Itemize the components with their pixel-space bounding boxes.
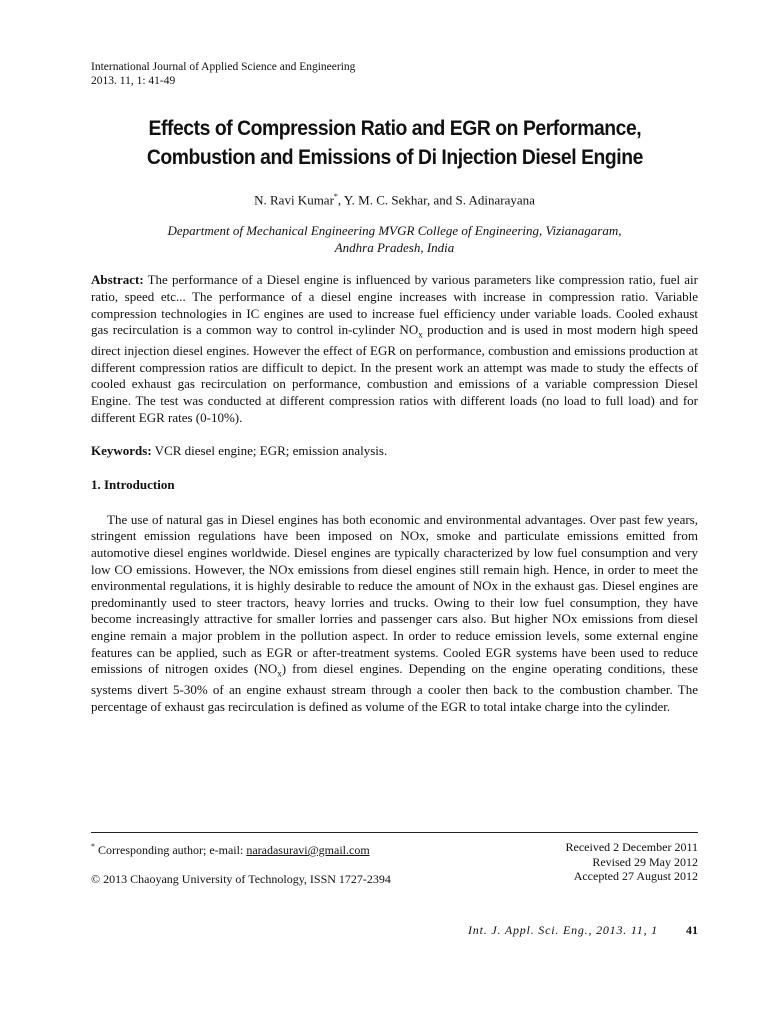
footnote-left (91, 840, 391, 887)
affiliation (91, 222, 698, 256)
page-number: 41 (686, 923, 698, 937)
affiliation-line-2: Andhra Pradesh, India (334, 240, 455, 256)
abstract-text-a: The performance of a Diesel engine is influenced by various parameters like compression ratio, fuel air ratio, speed etc... The performance of a diesel engine increases with increase in compression ratio. Variable compression technologies in IC engines are used to increase fuel efficiency under variable loads. Cooled exhaust gas recirculation is a common way to control in-cylinder NO (91, 272, 698, 338)
revised-date: Revised 29 May 2012 (592, 854, 698, 869)
abstract-subscript: x (418, 329, 423, 340)
corresponding-author-note (91, 840, 391, 858)
abstract-label: Abstract: (91, 272, 144, 288)
title-line-2: Combustion and Emissions of Di Injection Diesel Engine (146, 145, 643, 169)
corresponding-label: Corresponding author; e-mail: (95, 843, 247, 857)
author-first: N. Ravi Kumar (254, 192, 334, 208)
section-heading-introduction: 1. Introduction (91, 476, 175, 492)
abstract (91, 272, 698, 426)
author-rest: , Y. M. C. Sekhar, and S. Adinarayana (337, 192, 535, 208)
footnote-dates (566, 840, 699, 884)
paper-title (91, 114, 697, 172)
page-footer (91, 923, 698, 938)
journal-header (91, 60, 698, 88)
paper-page (91, 60, 698, 716)
abstract-text-b: production and is used in most modern high speed direct injection diesel engines. However the effect of EGR on performance, combustion and emissions production at different compression ratios are difficult to depict. In the present work an attempt was made to study the effects of cooled exhaust gas recirculation on performance, combustion and emissions of a variable compression Diesel Engine. The test was conducted at different compression ratios with different loads (no load to full load) and for different EGR rates (0-10%). (91, 322, 698, 425)
footnote-divider (91, 832, 698, 833)
journal-issue: 2013. 11, 1: 41-49 (91, 75, 176, 87)
affiliation-line-1: Department of Mechanical Engineering MVGR College of Engineering, Vizianagaram, (167, 223, 622, 239)
email-link[interactable]: naradasuravi@gmail.com (246, 843, 370, 857)
footnote-mark: * (91, 842, 95, 851)
footer-citation: Int. J. Appl. Sci. Eng., 2013. 11, 1 (467, 923, 658, 937)
received-date: Received 2 December 2011 (565, 840, 698, 854)
accepted-date: Accepted 27 August 2012 (573, 869, 698, 883)
introduction-paragraph (91, 512, 698, 716)
keywords-label: Keywords: (91, 443, 152, 459)
journal-name: International Journal of Applied Science and Engineering (91, 61, 356, 73)
title-line-1: Effects of Compression Ratio and EGR on Performance, (148, 116, 641, 140)
copyright-note: © 2013 Chaoyang University of Technology, ISSN 1727-2394 (91, 872, 391, 886)
keywords (91, 443, 698, 460)
intro-subscript: x (277, 668, 282, 679)
corresponding-mark: * (333, 192, 338, 201)
keywords-text: VCR diesel engine; EGR; emission analysis. (151, 443, 388, 459)
author-list (91, 189, 698, 208)
intro-text-b: ) from diesel engines. Depending on the engine operating conditions, these systems divert 5-30% of an engine exhaust stream through a cooler then back to the combustion chamber. The percentage of exhaust gas recirculation is defined as volume of the EGR to total intake charge into the cylinder. (91, 661, 698, 714)
intro-text-a: The use of natural gas in Diesel engines has both economic and environmental advantages. Over past few years, stringent emission regulations have been imposed on NOx, smoke and particulate emissions emitted from automotive diesel engines worldwide. Diesel engines are typically characterized by low fuel consumption and very low CO emissions. However, the NOx emissions from diesel engines still remain high. Hence, in order to meet the environmental regulations, it is highly desirable to reduce the amount of NOx in the exhaust gas. Diesel engines are predominantly used to steer tractors, heavy lorries and trucks. Owing to their low fuel consumption, they have become increasingly attractive for smaller lorries and passenger cars also. But higher NOx emissions from diesel engine remain a major problem in the pollution aspect. In order to reduce emission levels, some external engine features can be applied, such as EGR or after-treatment systems. Cooled EGR systems have been used to reduce emissions of nitrogen oxides (NO (91, 511, 698, 677)
